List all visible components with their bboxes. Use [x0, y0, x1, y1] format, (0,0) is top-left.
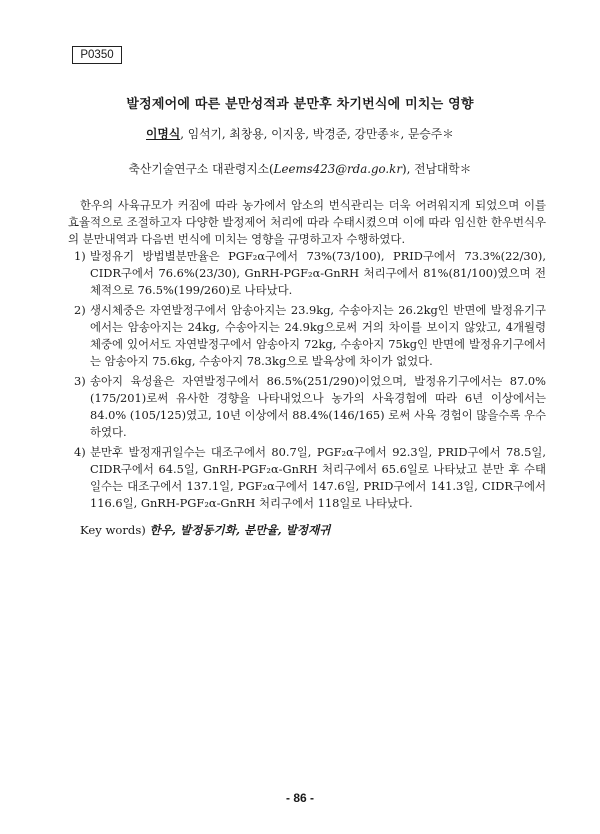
page-code-box: P0350 [72, 46, 122, 64]
result-text: 분만후 발정재귀일수는 대조구에서 80.7일, PGF₂α구에서 92.3일, PRID구에서 78.5일, CIDR구에서 64.5일, GnRH-PGF₂α-GnRH 처리구에서 65.6일로 나타났고 분만 후 수태일수는 대조구에서 137.1일, PGF₂α구에서 147.6일, PRID구에서 141.3일, CIDR구에서 116.6일, GnRH-PGF₂α-GnRH 처리구에서 118일로 나타났다. [90, 445, 546, 510]
abstract-body [68, 197, 546, 512]
result-number: 4) [74, 445, 86, 459]
keywords-label: Key words) [80, 523, 150, 537]
affiliation-suffix: ), 전남대학＊ [401, 162, 472, 176]
page-number: - 86 - [285, 791, 314, 805]
affiliation [0, 160, 600, 177]
affiliation-prefix: 축산기술연구소 대관령지소( [128, 162, 274, 176]
result-text: 송아지 육성율은 자연발정구에서 86.5%(251/290)이었으며, 발정유기구에서는 87.0% (175/201)로써 유사한 경향을 나타내었으나 농가의 사육경험에 따라 6년 이상에서는 84.0% (105/125)였고, 10년 이상에서 88.4%(146/165) 로써 사육 경험이 많을수록 우수하였다. [90, 374, 546, 439]
author-email: Leems423@rda.go.kr [273, 162, 402, 176]
presenting-author: 이명식 [146, 127, 181, 141]
keywords-terms: 한우, 발정동기화, 분만율, 발정재귀 [149, 523, 331, 537]
result-number: 1) [74, 249, 86, 263]
result-text: 발정유기 방법별분만율은 PGF₂α구에서 73%(73/100), PRID구에서 73.3%(22/30), CIDR구에서 76.6%(23/30), GnRH-PGF₂α-GnRH 처리구에서 81%(81/100)였으며 전체적으로 76.5%(199/260)로 나타났다. [90, 249, 546, 297]
result-number: 2) [74, 303, 86, 317]
result-item-3 [68, 373, 546, 441]
result-text: 생시체중은 자연발정구에서 암송아지는 23.9kg, 수송아지는 26.2kg인 반면에 발정유기구에서는 암송아지는 24kg, 수송아지는 24.9kg으로써 거의 차이를 보이지 않았고, 4개월령 체중에 있어서도 자연발정구에서 암송아지 72kg, 수송아지 75kg인 반면에 발정유기구에서는 암송아지 75.6kg, 수송아지 78.3kg으로 발육상에 차이가 없었다. [90, 303, 546, 368]
result-item-4 [68, 444, 546, 512]
co-authors: , 임석기, 최창용, 이지웅, 박경준, 강만종＊, 문승주＊ [180, 127, 454, 141]
result-item-1 [68, 248, 546, 299]
result-number: 3) [74, 374, 86, 388]
keywords [80, 522, 331, 538]
intro-paragraph: 한우의 사육규모가 커짐에 따라 농가에서 암소의 번식관리는 더욱 어려워지게 되었으며 이를 효율적으로 조절하고자 다양한 발정제어 처리에 따라 수태시켰으며 이에 따라 임신한 한우번식우의 분만내역과 다음번 번식에 미치는 영향을 규명하고자 수행하였다. [68, 198, 546, 246]
author-list [0, 125, 600, 142]
result-item-2 [68, 302, 546, 370]
results-list [68, 248, 546, 512]
paper-title: 발정제어에 따른 분만성적과 분만후 차기번식에 미치는 영향 [126, 97, 474, 112]
